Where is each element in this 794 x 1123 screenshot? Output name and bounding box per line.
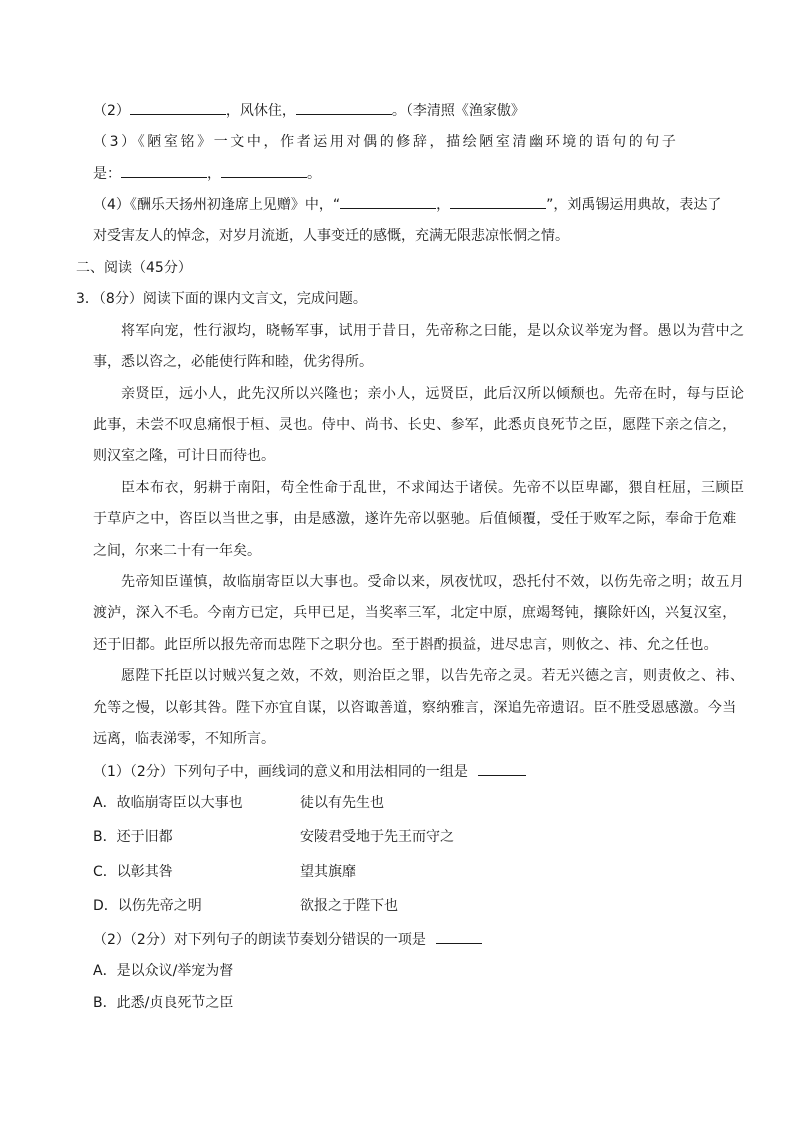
q2-sub4-line2: 对受害友人的悼念，对岁月流逝，人事变迁的感慨，充满无限悲凉怅惘之情。: [93, 228, 569, 244]
q3-sub1-question-text: （1）（2分）下列句子中，画线词的意义和用法相同的一组是: [93, 764, 468, 780]
q3-sub2-option-a[interactable]: A．是以众议/举宠为督: [93, 963, 234, 979]
answer-blank[interactable]: [121, 163, 207, 178]
q2-sub4-prefix: （4）《酬乐天扬州初逢席上见赠》中，“: [93, 197, 341, 213]
q3-sub2-question-text: （2）（2分）对下列句子的朗读节奏划分错误的一项是: [93, 932, 426, 948]
q3-sub2-question: [93, 929, 482, 950]
section-title: 二、阅读（45分）: [76, 260, 192, 276]
passage-line: 渡泸，深入不毛。今南方已定，兵甲已足，当奖率三军，北定中原，庶竭驽钝，攘除奸凶，兴复汉室，: [93, 605, 737, 621]
q2-sub3-end: 。: [307, 166, 321, 182]
q3-sub2-option-b[interactable]: B．此悉/贞良死节之臣: [93, 995, 234, 1011]
q2-sub3-line2: [93, 163, 321, 184]
q3-sub1-option-b[interactable]: B．还于旧都: [93, 829, 173, 845]
q3-sub1-option-c-pair: 望其旗靡: [300, 864, 356, 880]
q2-sub2: [93, 100, 525, 121]
q3-sub1-option-a[interactable]: A．故临崩寄臣以大事也: [93, 795, 243, 811]
answer-blank[interactable]: [450, 194, 546, 209]
passage-line: 于草庐之中，咨臣以当世之事，由是感激，遂许先帝以驱驰。后值倾覆，受任于败军之际，奉命于危难: [93, 511, 737, 527]
q2-sub3-is: 是：: [93, 166, 121, 182]
passage-line: 远离，临表涕零，不知所言。: [93, 731, 275, 747]
passage-line: 亲贤臣，远小人，此先汉所以兴隆也；亲小人，远贤臣，此后汉所以倾颓也。先帝在时，每与臣论: [121, 386, 745, 402]
passage-line: 将军向宠，性行淑均，晓畅军事，试用于昔日，先帝称之曰能，是以众议举宠为督。愚以为营中之: [121, 323, 745, 339]
q2-sub3-comma: ，: [207, 166, 221, 182]
answer-blank[interactable]: [436, 929, 482, 944]
q3-sub1-option-c[interactable]: C．以彰其咎: [93, 864, 173, 880]
passage-line: 还于旧都。此臣所以报先帝而忠陛下之职分也。至于斟酌损益，进尽忠言，则攸之、祎、允之任也。: [93, 637, 718, 653]
q3-sub1-question: [93, 761, 526, 782]
q2-sub2-prefix: （2）: [93, 103, 130, 119]
passage-line: 之间，尔来二十有一年矣。: [93, 543, 261, 559]
answer-blank[interactable]: [478, 761, 526, 776]
answer-blank[interactable]: [221, 163, 307, 178]
q3-sub1-option-a-pair: 徒以有先生也: [300, 795, 384, 811]
q2-sub3-line1: （3）《陋室铭》一文中，作者运用对偶的修辞，描绘陋室清幽环境的语句的句子: [93, 134, 679, 150]
q3-sub1-option-d[interactable]: D．以伤先帝之明: [93, 898, 202, 914]
passage-line: 愿陛下托臣以讨贼兴复之效，不效，则治臣之罪，以告先帝之灵。若无兴德之言，则责攸之、祎、: [121, 668, 745, 684]
q2-sub2-mid: ，风休住，: [225, 103, 296, 119]
q2-sub4-comma: ，: [436, 197, 451, 213]
q3-sub1-option-d-pair: 欲报之于陛下也: [300, 898, 398, 914]
passage-line: 则汉室之隆，可计日而待也。: [93, 448, 275, 464]
q3-stem: 3．（8分）阅读下面的课内文言文，完成问题。: [76, 291, 367, 307]
passage-line: 允等之慢，以彰其咎。陛下亦宜自谋，以咨诹善道，察纳雅言，深追先帝遗诏。臣不胜受恩感激。今当: [93, 700, 737, 716]
passage-line: 臣本布衣，躬耕于南阳，苟全性命于乱世，不求闻达于诸侯。先帝不以臣卑鄙，猥自枉屈，三顾臣: [121, 480, 745, 496]
q2-sub4-line1: [93, 194, 721, 215]
q2-sub4-tail: ”，刘禹锡运用典故，表达了: [546, 197, 722, 213]
q3-sub1-option-b-pair: 安陵君受地于先王而守之: [300, 829, 454, 845]
passage-line: 此事，未尝不叹息痛恨于桓、灵也。侍中、尚书、长史、参军，此悉贞良死节之臣，愿陛下亲之信之，: [93, 417, 737, 433]
passage-line: 先帝知臣谨慎，故临崩寄臣以大事也。受命以来，夙夜忧叹，恐托付不效，以伤先帝之明；故五月: [121, 574, 745, 590]
answer-blank[interactable]: [340, 194, 436, 209]
answer-blank[interactable]: [130, 100, 226, 115]
q2-sub2-tail: 。（李清照《渔家傲》: [391, 103, 525, 119]
answer-blank[interactable]: [296, 100, 392, 115]
passage-line: 事，悉以咨之，必能使行阵和睦，优劣得所。: [93, 354, 373, 370]
